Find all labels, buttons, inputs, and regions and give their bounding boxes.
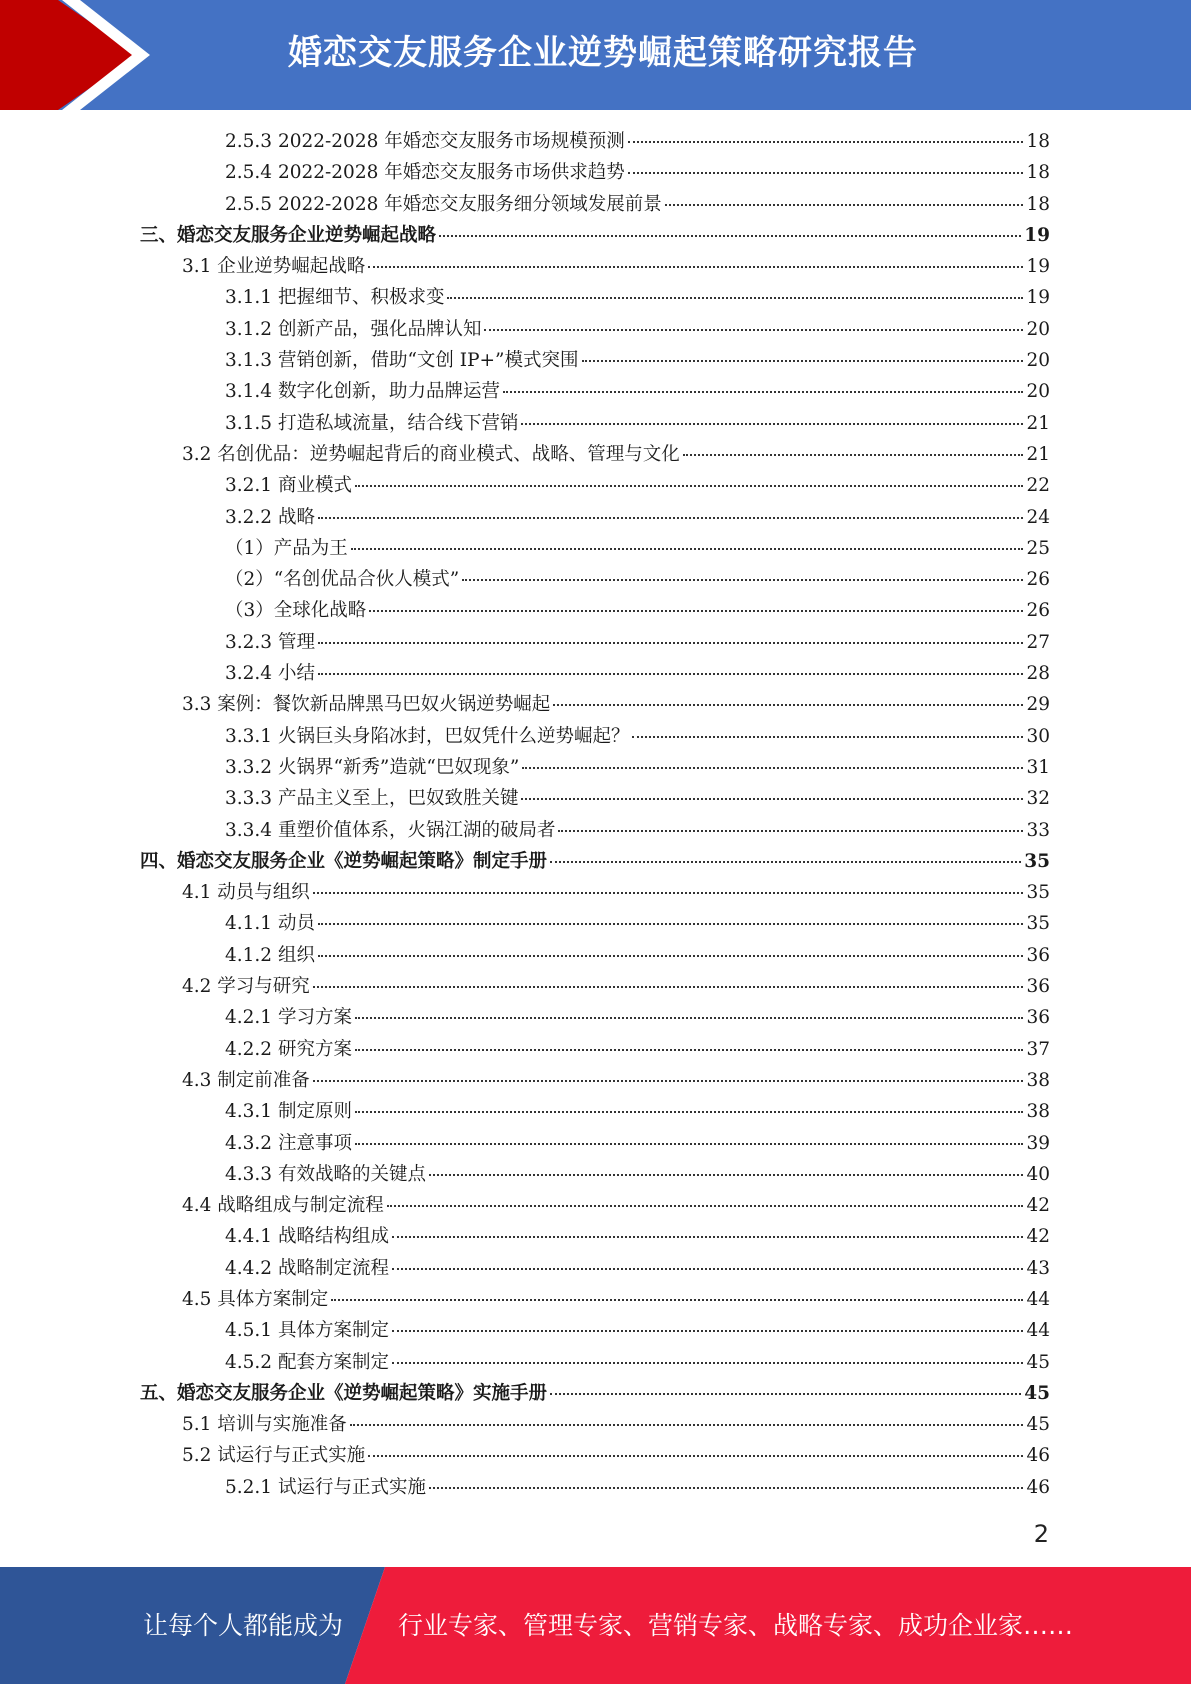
- toc-entry[interactable]: [140, 1348, 1050, 1379]
- toc-leader-dots: [318, 642, 1024, 644]
- toc-entry[interactable]: [140, 565, 1050, 596]
- toc-entry[interactable]: [140, 1379, 1050, 1410]
- toc-entry-title: 4.1.1 动员: [225, 913, 315, 935]
- toc-entry-title: 2.5.4 2022-2028 年婚恋交友服务市场供求趋势: [225, 162, 625, 184]
- toc-entry[interactable]: [140, 1254, 1050, 1285]
- toc-entry-page: 37: [1026, 1038, 1050, 1060]
- toc-entry-page: 19: [1026, 256, 1050, 278]
- toc-entry-title: 4.2.2 研究方案: [225, 1038, 352, 1060]
- toc-leader-dots: [484, 329, 1023, 331]
- toc-entry-title: 2.5.3 2022-2028 年婚恋交友服务市场规模预测: [225, 131, 625, 152]
- toc-entry-page: 20: [1026, 381, 1050, 403]
- toc-entry[interactable]: [140, 659, 1050, 690]
- toc-leader-dots: [550, 1393, 1021, 1395]
- toc-entry-page: 44: [1026, 1288, 1050, 1310]
- toc-leader-dots: [313, 1080, 1024, 1082]
- toc-entry-title: 3.3.4 重塑价值体系，火锅江湖的破局者: [225, 819, 556, 841]
- toc-leader-dots: [392, 1268, 1023, 1270]
- toc-entry[interactable]: [140, 283, 1050, 314]
- toc-entry[interactable]: [140, 1035, 1050, 1066]
- toc-entry-title: 3.3.1 火锅巨头身陷冰封，巴奴凭什么逆势崛起？: [225, 725, 630, 747]
- toc-entry-title: 5.1 培训与实施准备: [182, 1414, 347, 1436]
- toc-entry-page: 20: [1026, 318, 1050, 340]
- toc-leader-dots: [368, 266, 1023, 268]
- toc-entry-title: 4.4 战略组成与制定流程: [182, 1195, 384, 1217]
- toc-leader-dots: [355, 1017, 1024, 1019]
- toc-entry-title: 4.2 学习与研究: [182, 976, 310, 998]
- toc-entry[interactable]: [140, 909, 1050, 940]
- toc-entry[interactable]: [140, 1410, 1050, 1441]
- toc-entry-title: 4.5 具体方案制定: [182, 1288, 329, 1310]
- toc-entry-page: 26: [1026, 569, 1050, 591]
- toc-entry-page: 21: [1026, 412, 1050, 434]
- table-of-contents: [140, 127, 1050, 1504]
- toc-leader-dots: [521, 798, 1023, 800]
- toc-leader-dots: [392, 1362, 1023, 1364]
- toc-leader-dots: [355, 485, 1024, 487]
- toc-entry-title: 3.2.1 商业模式: [225, 475, 352, 497]
- toc-entry-title: 3.1.5 打造私域流量，结合线下营销: [225, 412, 519, 434]
- toc-entry[interactable]: [140, 784, 1050, 815]
- toc-leader-dots: [628, 141, 1024, 143]
- toc-entry-page: 45: [1026, 1414, 1050, 1436]
- toc-entry-title: 3.3.3 产品主义至上，巴奴致胜关键: [225, 788, 519, 810]
- toc-leader-dots: [632, 736, 1023, 738]
- toc-leader-dots: [628, 172, 1024, 174]
- toc-leader-dots: [318, 955, 1024, 957]
- toc-entry[interactable]: [140, 440, 1050, 471]
- toc-entry-page: 18: [1026, 193, 1050, 215]
- toc-entry[interactable]: [140, 221, 1050, 252]
- toc-entry-title: （1）产品为王: [225, 537, 348, 559]
- toc-leader-dots: [355, 1143, 1024, 1145]
- toc-entry-page: 46: [1026, 1476, 1050, 1498]
- toc-entry-title: 3.2.2 战略: [225, 506, 315, 528]
- toc-leader-dots: [387, 1205, 1024, 1207]
- toc-entry[interactable]: [140, 722, 1050, 753]
- toc-entry[interactable]: [140, 534, 1050, 565]
- toc-leader-dots: [582, 360, 1024, 362]
- toc-entry-title: 4.1 动员与组织: [182, 882, 310, 904]
- toc-leader-dots: [429, 1487, 1023, 1489]
- toc-entry-page: 40: [1026, 1163, 1050, 1185]
- toc-entry-title: 5.2.1 试运行与正式实施: [225, 1476, 426, 1498]
- toc-entry[interactable]: [140, 503, 1050, 534]
- toc-leader-dots: [665, 204, 1024, 206]
- footer-slogan-left: 让每个人都能成为: [143, 1611, 344, 1640]
- toc-entry-title: 三、婚恋交友服务企业逆势崛起战略: [140, 224, 437, 246]
- toc-entry-title: 3.2.3 管理: [225, 631, 315, 653]
- toc-entry-page: 19: [1024, 224, 1050, 246]
- toc-entry[interactable]: [140, 816, 1050, 847]
- toc-leader-dots: [355, 1111, 1024, 1113]
- toc-leader-dots: [313, 892, 1024, 894]
- toc-entry-page: 19: [1026, 287, 1050, 309]
- toc-entry-page: 35: [1026, 913, 1050, 935]
- toc-entry-page: 26: [1026, 600, 1050, 622]
- page-footer: [0, 1567, 1191, 1684]
- toc-entry-title: （2）“名创优品合伙人模式”: [225, 569, 460, 591]
- toc-leader-dots: [550, 861, 1021, 863]
- toc-leader-dots: [429, 1174, 1023, 1176]
- toc-entry-title: 3.2 名创优品：逆势崛起背后的商业模式、战略、管理与文化: [182, 443, 680, 465]
- toc-leader-dots: [350, 1424, 1024, 1426]
- toc-entry-page: 36: [1026, 1007, 1050, 1029]
- toc-entry-title: 5.2 试运行与正式实施: [182, 1445, 366, 1467]
- toc-entry-title: 4.1.2 组织: [225, 944, 315, 966]
- toc-entry[interactable]: [140, 471, 1050, 502]
- toc-entry-title: 3.3.2 火锅界“新秀”造就“巴奴现象”: [225, 756, 520, 778]
- toc-leader-dots: [392, 1330, 1023, 1332]
- toc-entry-title: 3.1.1 把握细节、积极求变: [225, 287, 445, 309]
- toc-leader-dots: [392, 1236, 1023, 1238]
- toc-entry[interactable]: [140, 941, 1050, 972]
- toc-entry-title: 四、婚恋交友服务企业《逆势崛起策略》制定手册: [140, 850, 548, 872]
- toc-entry[interactable]: [140, 1441, 1050, 1472]
- toc-leader-dots: [553, 704, 1023, 706]
- toc-entry[interactable]: [140, 596, 1050, 627]
- toc-entry[interactable]: [140, 1316, 1050, 1347]
- toc-entry[interactable]: [140, 190, 1050, 221]
- toc-leader-dots: [318, 673, 1024, 675]
- toc-entry[interactable]: [140, 1160, 1050, 1191]
- toc-entry-page: 18: [1026, 162, 1050, 184]
- toc-entry-page: 36: [1026, 944, 1050, 966]
- toc-entry[interactable]: [140, 1222, 1050, 1253]
- toc-leader-dots: [351, 548, 1024, 550]
- toc-entry-title: 3.1.2 创新产品，强化品牌认知: [225, 318, 482, 340]
- toc-entry-page: 38: [1026, 1101, 1050, 1123]
- toc-leader-dots: [331, 1299, 1023, 1301]
- toc-entry[interactable]: [140, 753, 1050, 784]
- toc-entry[interactable]: [140, 972, 1050, 1003]
- toc-entry-page: 28: [1026, 663, 1050, 685]
- toc-leader-dots: [683, 454, 1024, 456]
- toc-entry[interactable]: [140, 878, 1050, 909]
- toc-entry[interactable]: [140, 1066, 1050, 1097]
- toc-entry-page: 45: [1024, 1382, 1050, 1404]
- toc-entry-title: 3.1.3 营销创新，借助“文创 IP+”模式突围: [225, 350, 579, 372]
- toc-entry[interactable]: [140, 409, 1050, 440]
- toc-entry-title: 4.3 制定前准备: [182, 1069, 310, 1091]
- toc-entry-title: 4.3.3 有效战略的关键点: [225, 1163, 426, 1185]
- toc-entry-title: 3.1.4 数字化创新，助力品牌运营: [225, 381, 500, 403]
- toc-entry-title: 五、婚恋交友服务企业《逆势崛起策略》实施手册: [140, 1382, 548, 1404]
- toc-entry-page: 39: [1026, 1132, 1050, 1154]
- toc-leader-dots: [522, 767, 1023, 769]
- toc-leader-dots: [318, 517, 1024, 519]
- toc-leader-dots: [313, 986, 1024, 988]
- toc-entry-page: 35: [1026, 882, 1050, 904]
- footer-slogan-right: 行业专家、管理专家、营销专家、战略专家、成功企业家……: [398, 1611, 1074, 1640]
- toc-entry[interactable]: [140, 628, 1050, 659]
- toc-entry-page: 32: [1026, 788, 1050, 810]
- toc-entry-page: 35: [1024, 850, 1050, 872]
- toc-leader-dots: [462, 579, 1023, 581]
- toc-entry-page: 38: [1026, 1069, 1050, 1091]
- toc-entry-page: 42: [1026, 1195, 1050, 1217]
- toc-entry[interactable]: [140, 158, 1050, 189]
- toc-entry-title: 4.5.2 配套方案制定: [225, 1351, 389, 1373]
- toc-entry-page: 43: [1026, 1257, 1050, 1279]
- toc-entry-page: 33: [1026, 819, 1050, 841]
- toc-entry-page: 45: [1026, 1351, 1050, 1373]
- toc-entry[interactable]: [140, 690, 1050, 721]
- toc-leader-dots: [521, 423, 1023, 425]
- toc-entry-title: 4.3.2 注意事项: [225, 1132, 352, 1154]
- toc-entry[interactable]: [140, 346, 1050, 377]
- toc-entry-page: 25: [1026, 537, 1050, 559]
- toc-entry-title: 4.3.1 制定原则: [225, 1101, 352, 1123]
- report-title: 婚恋交友服务企业逆势崛起策略研究报告: [288, 33, 918, 73]
- toc-leader-dots: [318, 923, 1024, 925]
- toc-entry-title: 3.2.4 小结: [225, 663, 315, 685]
- toc-entry[interactable]: [140, 315, 1050, 346]
- toc-entry-page: 22: [1026, 475, 1050, 497]
- toc-leader-dots: [369, 610, 1023, 612]
- toc-leader-dots: [355, 1049, 1024, 1051]
- toc-entry-page: 31: [1026, 756, 1050, 778]
- toc-leader-dots: [447, 297, 1023, 299]
- toc-entry[interactable]: [140, 1097, 1050, 1128]
- toc-leader-dots: [368, 1455, 1023, 1457]
- toc-entry-title: 3.1 企业逆势崛起战略: [182, 256, 366, 278]
- toc-entry[interactable]: [140, 1191, 1050, 1222]
- toc-entry-title: 2.5.5 2022-2028 年婚恋交友服务细分领域发展前景: [225, 193, 662, 215]
- toc-leader-dots: [558, 830, 1023, 832]
- toc-entry-page: 18: [1026, 131, 1050, 152]
- toc-leader-dots: [503, 391, 1023, 393]
- toc-entry-page: 27: [1026, 631, 1050, 653]
- toc-entry[interactable]: [140, 1285, 1050, 1316]
- toc-entry[interactable]: [140, 1003, 1050, 1034]
- toc-entry[interactable]: [140, 1473, 1050, 1504]
- toc-leader-dots: [439, 235, 1021, 237]
- toc-entry[interactable]: [140, 377, 1050, 408]
- toc-entry-page: 20: [1026, 350, 1050, 372]
- page-header: [0, 0, 1191, 110]
- toc-entry[interactable]: [140, 1129, 1050, 1160]
- toc-entry-title: 4.4.2 战略制定流程: [225, 1257, 389, 1279]
- toc-entry-page: 29: [1026, 694, 1050, 716]
- toc-entry-page: 46: [1026, 1445, 1050, 1467]
- toc-entry-page: 24: [1026, 506, 1050, 528]
- toc-entry-title: （3）全球化战略: [225, 600, 367, 622]
- page-number: 2: [1033, 1520, 1049, 1548]
- toc-entry-page: 44: [1026, 1320, 1050, 1342]
- toc-entry-page: 42: [1026, 1226, 1050, 1248]
- toc-entry-page: 36: [1026, 976, 1050, 998]
- toc-entry[interactable]: [140, 847, 1050, 878]
- toc-entry[interactable]: [140, 252, 1050, 283]
- toc-entry-title: 4.5.1 具体方案制定: [225, 1320, 389, 1342]
- toc-entry[interactable]: [140, 127, 1050, 158]
- toc-entry-page: 30: [1026, 725, 1050, 747]
- toc-entry-title: 4.4.1 战略结构组成: [225, 1226, 389, 1248]
- toc-entry-title: 3.3 案例：餐饮新品牌黑马巴奴火锅逆势崛起: [182, 694, 551, 716]
- toc-entry-page: 21: [1026, 443, 1050, 465]
- toc-entry-title: 4.2.1 学习方案: [225, 1007, 352, 1029]
